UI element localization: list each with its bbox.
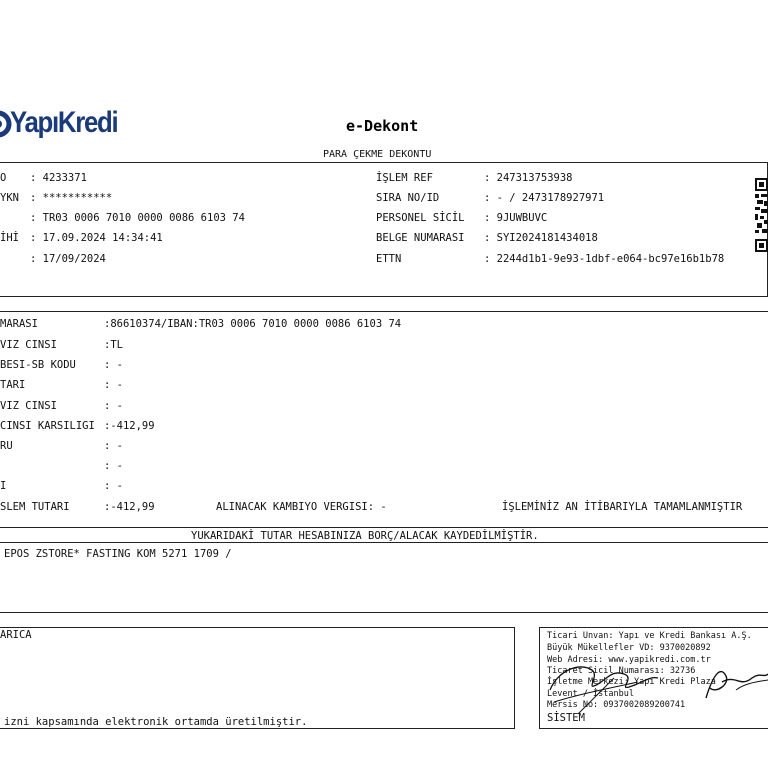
notice-top-divider [0,527,768,528]
right-field-label: BELGE NUMARASI [376,232,465,244]
transaction-label: TARI [0,379,26,391]
left-field-value: : 17/09/2024 [30,253,106,265]
transaction-value: : - [104,460,123,472]
header-divider [0,162,768,163]
left-field-value: : *********** [30,192,113,204]
transaction-label: VIZ CINSI [0,400,57,412]
transaction-label: RU [0,440,13,452]
system-label: SİSTEM [547,712,585,724]
footer-left-title: ARICA [0,629,32,641]
electronic-production-note: izni kapsamında elektronik ortamda üretilmiştir. [4,716,308,728]
transaction-label: VIZ CINSI [0,339,57,351]
right-field-value: : 9JUWBUVC [484,212,548,224]
page-title: e-Dekont [346,117,419,135]
bank-trade-name: Ticari Unvan: Yapı ve Kredi Bankası A.Ş. [547,631,752,641]
transaction-label: CINSI KARSILIGI [0,420,95,432]
left-field-label: O [0,172,7,184]
transaction-value: : - [104,379,123,391]
right-field-label: İŞLEM REF [376,172,433,184]
bank-web-address: Web Adresi: www.yapikredi.com.tr [547,655,711,665]
description-text: EPOS ZSTORE* FASTING KOM 5271 1709 / [4,548,232,560]
left-field-value: : 4233371 [30,172,87,184]
transaction-value: :-412,99 [104,420,155,432]
document-subtitle: PARA ÇEKME DEKONTU [323,149,432,160]
description-bottom-divider [0,612,768,613]
bank-tax-office: Büyük Mükellefler VD: 9370020892 [547,643,711,653]
right-field-value: : 2244d1b1-9e93-1dbf-e064-bc97e16b1b78 [484,253,725,265]
transaction-label: BESI-SB KODU [0,359,76,371]
completion-status-text: İŞLEMİNİZ AN İTİBARIYLA TAMAMLANMIŞTIR [502,501,743,513]
transaction-value: : - [104,359,123,371]
transaction-value: : - [104,440,123,452]
notice-bottom-divider [0,542,768,543]
left-field-label: İHİ [0,232,19,244]
notice-text: YUKARIDAKİ TUTAR HESABINIZA BORÇ/ALACAK KAYDEDİLMİŞTİR. [191,530,539,542]
transaction-value: :TL [104,339,123,351]
signature-image [540,648,768,718]
transaction-value: : - [104,400,123,412]
transaction-label: MARASI [0,318,38,330]
qr-code [755,178,768,252]
bank-trade-registry: Ticaret Sicil Numarası: 32736 [547,666,696,676]
left-field-value: : 17.09.2024 14:34:41 [30,232,163,244]
footer-left-box [0,627,515,729]
transaction-value: :86610374/IBAN:TR03 0006 7010 0000 0086 6103 74 [104,318,402,330]
transaction-value: : - [104,480,123,492]
bank-headquarters: İşletme Merkezi: Yapı Kredi Plaza [547,677,716,687]
right-field-value: : - / 2473178927971 [484,192,605,204]
left-field-value: : TR03 0006 7010 0000 0086 6103 74 [30,212,245,224]
left-field-label: YKN [0,192,19,204]
bank-mersis-no: Mersis No: 0937002089200741 [547,700,686,710]
right-field-value: : 247313753938 [484,172,573,184]
right-field-value: : SYI2024181434018 [484,232,598,244]
bank-location: Levent / İstanbul [547,689,634,699]
kambiyo-tax-text: ALINACAK KAMBIYO VERGISI: - [216,501,387,513]
right-field-label: PERSONEL SİCİL [376,212,465,224]
right-field-label: ETTN [376,253,402,265]
transaction-top-divider [0,311,768,312]
transaction-value: :-412,99 [104,501,155,513]
right-field-label: SIRA NO/ID [376,192,440,204]
transaction-label: I [0,480,7,492]
info-bottom-divider [0,296,768,297]
yapikredi-logo: YapıKredi [10,106,118,139]
transaction-label: SLEM TUTARI [0,501,70,513]
